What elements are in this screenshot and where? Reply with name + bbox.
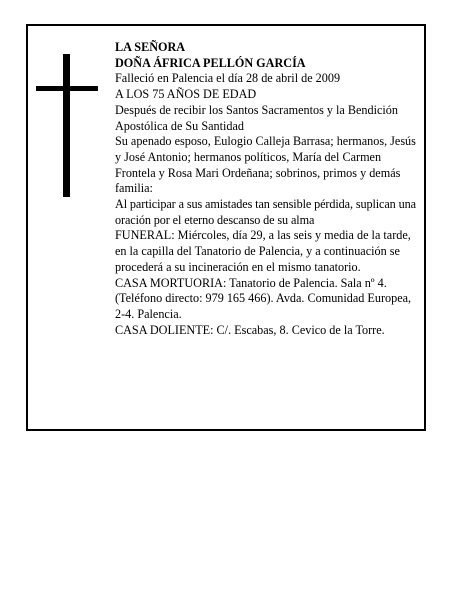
cross-horizontal-bar [36, 86, 98, 91]
sacraments-paragraph: Después de recibir los Santos Sacramentos y la Bendición Apostólica de Su Santidad [115, 102, 398, 133]
obituary-text [115, 40, 420, 338]
family-paragraph: Su apenado esposo, Eulogio Calleja Barrasa; hermanos, Jesús y José Antonio; hermanos políticos, María del Carmen Frontela y Rosa Mari Ordeñana; sobrinos, primos y demás familia: [115, 134, 416, 196]
latin-cross-icon [36, 54, 98, 197]
cross-vertical-bar [63, 54, 70, 197]
age-line: A LOS 75 AÑOS DE EDAD [115, 87, 257, 102]
death-line: Falleció en Palencia el día 28 de abril de 2009 [115, 71, 341, 86]
funeral-paragraph: FUNERAL: Miércoles, día 29, a las seis y media de la tarde, en la capilla del Tanatorio de Palencia, y a continuación se procederá a su incineración en el mismo tanatorio. [115, 228, 411, 274]
mourning-house-paragraph: CASA DOLIENTE: C/. Escabas, 8. Cevico de la Torre. [115, 322, 385, 337]
mortuary-paragraph: CASA MORTUORIA: Tanatorio de Palencia. Sala nº 4. (Teléfono directo: 979 165 466). Avda. Comunidad Europea, 2-4. Palencia. [115, 275, 412, 321]
deceased-name: DOÑA ÁFRICA PELLÓN GARCÍA [115, 55, 306, 70]
request-paragraph: Al participar a sus amistades tan sensible pérdida, suplican una oración por el eterno descanso de su alma [115, 197, 416, 227]
notice-heading: LA SEÑORA [115, 40, 186, 54]
